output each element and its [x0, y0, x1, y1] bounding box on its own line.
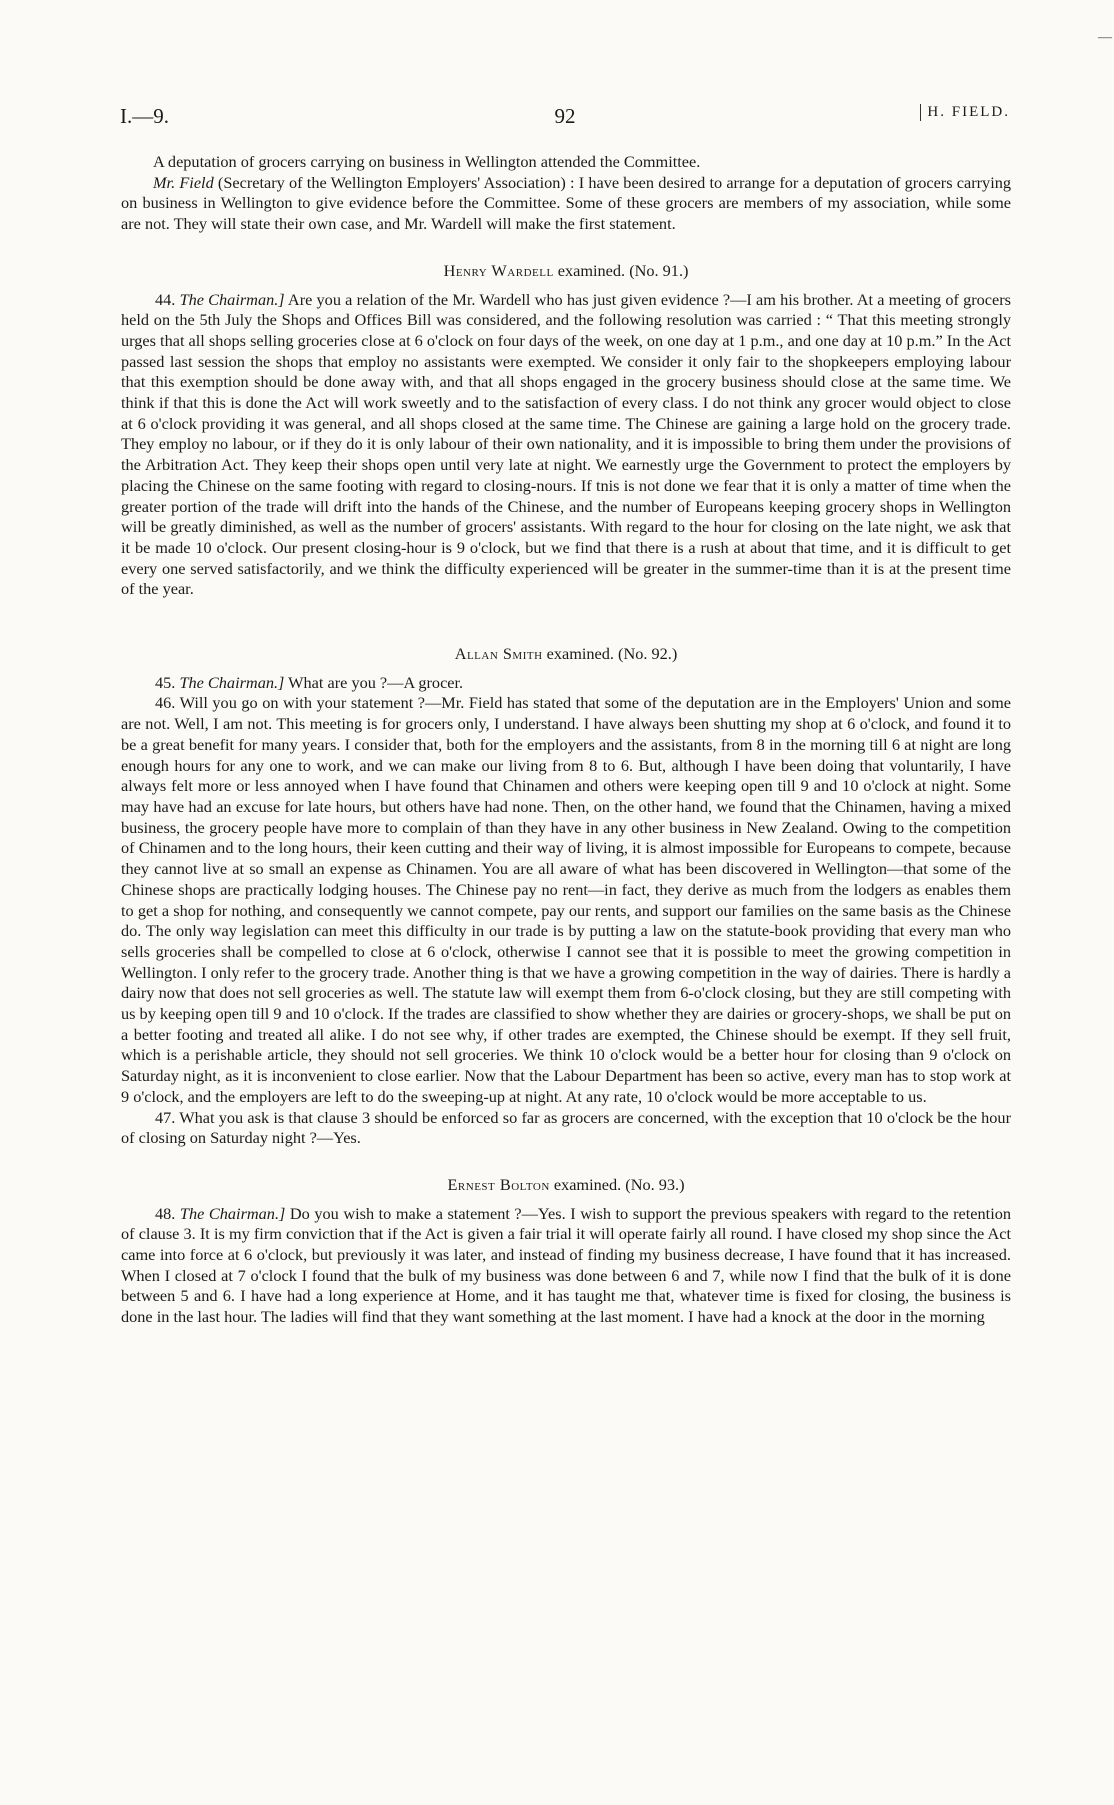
paragraph-text: What you ask is that clause 3 should be enforced so far as grocers are concerned, with the exception that 10 o'clock be the hour of closing on Saturday night ?—Yes. [121, 1107, 1011, 1148]
question-number: 46. [155, 693, 176, 713]
page-header [120, 104, 1010, 138]
header-left: I.—9. [120, 104, 169, 128]
document-body [121, 152, 1011, 1328]
question-paragraph [121, 1108, 1011, 1149]
speaker-name: The Chairman.] [179, 672, 285, 692]
witness-number: (No. 92.) [618, 644, 678, 664]
intro-paragraph-field [121, 173, 1011, 235]
question-number: 48. [155, 1203, 176, 1223]
witness-name: Henry Wardell [443, 260, 554, 280]
question-paragraph [121, 673, 1011, 694]
section-heading-wardell [121, 261, 1011, 282]
paragraph-text: Do you wish to make a statement ?—Yes. I wish to support the previous speakers with regard to the retention of clause 3. It is my firm conviction that if the Act is given a fair trial it will operate fairly all round. I have closed my shop since the Act came into force at 6 o'clock, but previously it was later, and instead of finding my business decrease, I have found that it has increased. When I closed at 7 o'clock I found that the bulk of my business was done between 6 and 7, while now I find that the bulk of it is done between 5 and 6. I have had a long experience at Home, and it has taught me that, whatever time is fixed for closing, the business is done in the last hour. The ladies will find that they want something at the last moment. I have had a knock at the door in the morning [121, 1203, 1011, 1327]
question-paragraph [121, 693, 1011, 1107]
examined-label: examined. [553, 1174, 622, 1194]
speaker-name: The Chairman.] [179, 289, 285, 309]
examined-label: examined. [557, 260, 626, 280]
witness-number: (No. 93.) [625, 1174, 685, 1194]
witness-name: Ernest Bolton [447, 1174, 550, 1194]
intro-paragraph [121, 152, 1011, 173]
paragraph-text: (Secretary of the Wellington Employers' Association) : I have been desired to arrange for a deputation of grocers carrying on business in Wellington to give evidence before the Committee. Some of these grocers are members of my association, while some are not. They will state their own case, and Mr. Wardell will make the first statement. [121, 172, 1011, 234]
header-right: H. FIELD. [920, 104, 1010, 121]
question-paragraph [121, 290, 1011, 601]
corner-mark: — [1098, 30, 1112, 45]
question-paragraph [121, 1204, 1011, 1328]
intro-text: A deputation of grocers carrying on business in Wellington attended the Committee. [153, 152, 701, 171]
page-number: 92 [554, 104, 576, 128]
examined-label: examined. [546, 644, 614, 664]
question-number: 47. [155, 1107, 176, 1127]
section-heading-smith [121, 644, 1011, 665]
paragraph-text: Are you a relation of the Mr. Wardell who has just given evidence ?—I am his brother. At a meeting of grocers held on the 5th July the Shops and Offices Bill was considered, and the following resolution was carried : “ That this meeting strongly urges that all shops selling groceries close at 6 o'clock on four days of the week, on one day at 1 p.m., and one day at 10 p.m.” In the Act passed last session the shops that employ no assistants were exempted. We consider it only fair to the shopkeepers employing labour that this exemption should be done away with, and that all shops engaged in the grocery business should close at the same time. We think if that this is done the Act will work sweetly and to the satisfaction of every class. I do not think any grocer would object to close at 6 o'clock providing it was general, and all shops closed at the same time. The Chinese are gaining a large hold on the grocery trade. They employ no labour, or if they do it is only labour of their own nationality, and it is impossible to bring them under the provisions of the Arbitration Act. They keep their shops open until very late at night. We earnestly urge the Government to protect the employers by placing the Chinese on the same footing with regard to closing-nours. If tnis is not done we fear that it is only a matter of time when the greater portion of the trade will drift into the hands of the Chinese, and the number of Europeans keeping grocery shops in Wellington will be greatly diminished, as well as the number of grocers' assistants. With regard to the hour for closing on the late night, we ask that it be made 10 o'clock. Our present closing-hour is 9 o'clock, but we find that there is a rush at about that time, and it is difficult to get every one served satisfactorily, and we think the difficulty experienced will be greater in the summer-time than it is at the present time of the year. [121, 289, 1011, 599]
speaker-name: Mr. Field [153, 172, 214, 192]
witness-name: Allan Smith [454, 644, 543, 664]
speaker-name: The Chairman.] [179, 1203, 286, 1223]
section-heading-bolton [121, 1175, 1011, 1196]
question-number: 44. [155, 289, 176, 309]
paragraph-text: What are you ?—A grocer. [284, 672, 464, 692]
question-number: 45. [155, 672, 176, 692]
witness-number: (No. 91.) [629, 260, 689, 280]
paragraph-text: Will you go on with your statement ?—Mr. Field has stated that some of the deputation are in the Employers' Union and some are not. Well, I am not. This meeting is for grocers only, I understand. I have always been shutting my shop at 6 o'clock, and found it to be a great benefit for many years. I consider that, both for the employers and the assistants, from 8 in the morning till 6 at night are long enough hours for any one to work, and we can make our living from 8 to 6. But, although I have been doing that voluntarily, I have always felt more or less annoyed when I have found that Chinamen and others were keeping open till 9 and 10 o'clock at night. Some may have had an excuse for late hours, but others have had none. Then, on the other hand, we found that the Chinamen, having a mixed business, the grocery people have more to complain of than they have in any other business in New Zealand. Owing to the competition of Chinamen and to the long hours, their keen cutting and their way of living, it is almost impossible for Europeans to compete, because they cannot live at so small an expense as Chinamen. You are all aware of what has been discovered in Wellington—that some of the Chinese shops are practically lodging houses. The Chinese pay no rent—in fact, they derive as much from the lodgers as enables them to get a shop for nothing, and consequently we cannot compete, pay our rents, and support our families on the same basis as the Chinese do. The only way legislation can meet this difficulty in our trade is by putting a law on the statute-book providing that every man who sells groceries shall be compelled to close at 6 o'clock, otherwise I cannot see that it is possible to meet the growing competition in Wellington. I only refer to the grocery trade. Another thing is that we have a growing competition in the way of dairies. There is hardly a dairy now that does not sell groceries as well. The statute law will exempt them from 6-o'clock closing, but they are still competing with us by keeping open till 9 and 10 o'clock. If the trades are classified to show whether they are dairies or grocery-shops, we shall be put on a better footing and treated all alike. I do not see why, if other trades are exempted, the Chinese should be exempt. If they sell fruit, which is a perishable article, they should not sell groceries. We think 10 o'clock would be a better hour for closing than 9 o'clock on Saturday night, as it is inconvenient to close earlier. Now that the Labour Department has been so active, every man has to stop work at 9 o'clock, and the employers are left to do the sweeping-up at night. At any rate, 10 o'clock would be more acceptable to us. [121, 693, 1011, 1106]
